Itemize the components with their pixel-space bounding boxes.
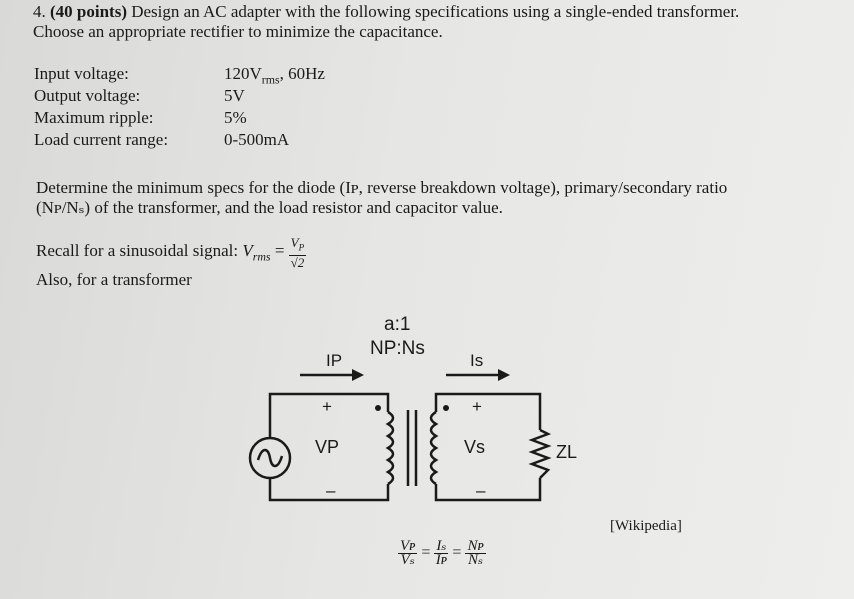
question-text-1: Design an AC adapter with the following specifications using a single-ended transformer. — [131, 2, 740, 21]
formula-is-ip: $\frac{\text{Iₛ}}{\text{Iᴘ}}$ — [435, 538, 447, 568]
formula-eq-2: = — [452, 544, 462, 562]
recall-lhs: $V_{rms}$ — [242, 241, 271, 264]
spec-value-load: 0-500mA — [224, 130, 290, 149]
spec-value-output: 5V — [224, 86, 245, 105]
formula-eq-1: = — [421, 544, 431, 562]
turns-label: NP:Ns — [370, 338, 425, 359]
formula-vp-vs: $\frac{\text{Vᴘ}}{\text{Vₛ}}$ — [400, 538, 416, 568]
spec-value-ripple: 5% — [224, 108, 247, 127]
transformer-formula — [398, 540, 486, 567]
question-points: (40 points) — [50, 2, 127, 21]
is-label: Is — [470, 351, 484, 370]
spec-label-load: Load current range: — [34, 130, 169, 149]
vp-minus: – — [326, 481, 336, 500]
wikipedia-credit: [Wikipedia] — [610, 518, 682, 534]
secondary-coil-icon — [431, 412, 436, 484]
spec-label-ripple: Maximum ripple: — [34, 108, 154, 127]
question-line-2: Choose an appropriate rectifier to minimize the capacitance. — [33, 22, 443, 41]
primary-coil-icon — [388, 412, 393, 484]
vs-label: Vs — [464, 437, 486, 457]
recall-fraction: $\frac{V_P}{√2}$ — [290, 235, 305, 270]
secondary-dot-icon — [443, 405, 449, 411]
spec-label-output: Output voltage: — [34, 86, 141, 105]
spec-label-input: Input voltage: — [34, 64, 129, 83]
determine-line-1: Determine the minimum specs for the diode (Iᴘ, reverse breakdown voltage), primary/secondary ratio — [36, 178, 728, 197]
vp-label: VP — [315, 437, 340, 457]
ip-label: IP — [326, 351, 343, 370]
determine-line-2: (Nᴘ/Nₛ) of the transformer, and the load resistor and capacitor value. — [36, 198, 503, 217]
vs-minus: – — [476, 481, 486, 500]
primary-dot-icon — [375, 405, 381, 411]
spec-value-input: $120V_{rms}$, 60Hz — [224, 64, 325, 87]
is-arrow-icon — [498, 369, 510, 381]
secondary-wire-bottom — [436, 478, 540, 500]
recall-text: Recall for a sinusoidal signal: — [36, 241, 239, 261]
vp-plus: + — [322, 397, 332, 416]
zl-label: ZL — [556, 442, 578, 462]
ratio-label: a:1 — [384, 314, 411, 335]
load-resistor-icon — [532, 430, 548, 478]
secondary-wire — [436, 394, 540, 430]
question-number: 4. — [33, 2, 46, 21]
ip-arrow-icon — [352, 369, 364, 381]
recall-also: Also, for a transformer — [36, 270, 192, 289]
formula-np-ns: $\frac{\text{Nᴘ}}{\text{Nₛ}}$ — [467, 538, 484, 568]
recall-equals: = — [274, 241, 285, 261]
vs-plus: + — [472, 397, 482, 416]
